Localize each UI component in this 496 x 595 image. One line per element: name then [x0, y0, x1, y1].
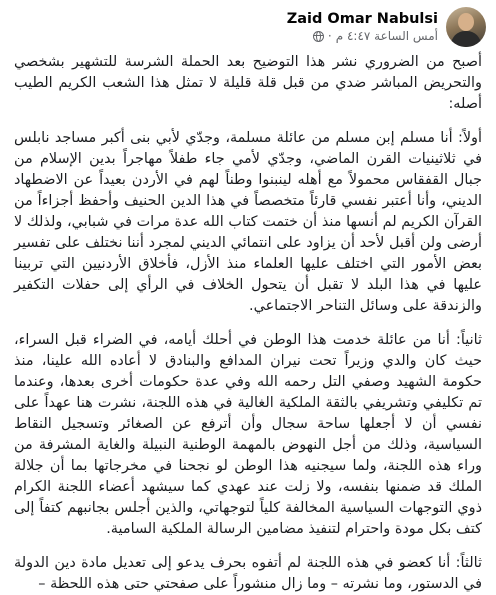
post-header	[10, 0, 486, 52]
post-meta	[287, 11, 438, 43]
post-paragraph-third: ثالثاً: أنا كعضو في هذه اللجنة لم أتفوه بحرف يدعو إلى تعديل مادة دين الدولة في الدستور، وما نشرته – وما زال منشوراً على صفحتي حتى هذه اللحظة –	[14, 555, 482, 592]
post-paragraph-intro: أصبح من الضروري نشر هذا التوضيح بعد الحملة الشرسة للتشهير بشخصي والتحريض المباشر ضدي من قبل قلة قليلة لا تمثل هذا الشعب الكريم الطيب أصله:	[14, 54, 482, 112]
post-body	[10, 52, 486, 595]
post-timestamp[interactable]: أمس الساعة ٤:٤٧ م	[335, 29, 438, 43]
post-paragraph-first: أولاً: أنا مسلم إبن مسلم من عائلة مسلمة، وجدّي لأبي بنى أكبر مساجد نابلس في ثلاثينيات القرن الماضي، وجدّي لأمي جاء طفلاً مهاجراً بدين الإسلام من جبال القفقاس محمولاً مع أهله لينبنوا وطناً لهم في الأردن بعيداً عن الاضطهاد الديني، وأنا أعتبر نفسي قارئاً متخصصاً في هذا الدين الحنيف وأحفظ أجزاءاً من القرآن الكريم لم أنسها منذ أن ختمت كتاب الله عدة مرات في شبابي، ولذلك لا أرضى ولن أقبل لأحد أن يزاود على انتمائي الديني لمجرد أننا نختلف على تفسير بعض الأمور التي اختلف عليها العلماء منذ الأزل، فأخلاق الأردنيين التي تربينا عليها في هذا البلد لا تقبل أن يتحول الخلاف في الرأي إلى حفلات التكفير والزندقة على وسائل التناحر الاجتماعي.	[14, 130, 482, 314]
author-avatar[interactable]	[446, 7, 486, 47]
author-name[interactable]: Zaid Omar Nabulsi	[286, 11, 438, 27]
meta-separator: ·	[327, 29, 332, 43]
globe-icon[interactable]	[313, 31, 324, 42]
post-time-row	[287, 29, 438, 43]
post-paragraph-second: ثانياً: أنا من عائلة خدمت هذا الوطن في أحلك أيامه، في الضراء قبل السراء، حيث كان والدي وزيراً تحت نيران المدافع والبنادق لا أعاده الله علينا، منذ حكومة الشهيد وصفي التل رحمه الله وفي عدة حكومات أخرى بعدها، وعندما تم تكليفي وتشريفي بالثقة الملكية الغالية في هذه اللجنة، نشرت هنا عهداً على نفسي أن لا أجعلها ساحة سجال وأن أترفع عن الصغائر وتسجيل النقاط السياسية، وذلك من أجل النهوض بالمهمة الوطنية النبيلة والغاية المشرفة من وراء هذه اللجنة، ولما سيجنيه هذا الوطن لو نجحنا في مخرجاتها بما أن جلالة الملك قد ضمنها بنفسه، ولا زلت عند عهدي كما سيشهد أعضاء اللجنة الكرام ذوي التوجهات السياسية المخالفة كلياً لتوجهاتي، والذين أجلس بجانبهم كتفاً إلى كتف بكل مودة واحترام لتنفيذ مضامين الرسالة الملكية السامية.	[14, 332, 482, 537]
